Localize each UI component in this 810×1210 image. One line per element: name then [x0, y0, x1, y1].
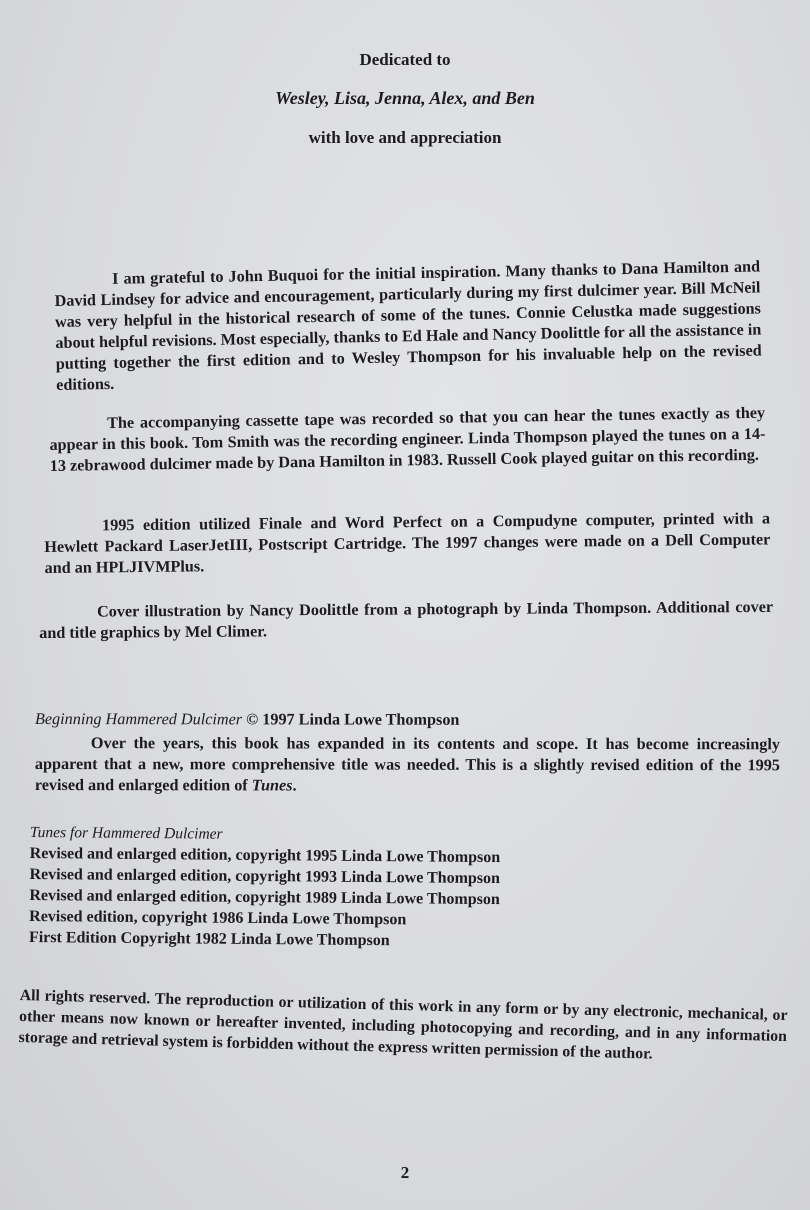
edition-line: Revised and enlarged edition, copyright 1993 Linda Lowe Thompson — [29, 865, 501, 888]
edition-line: Revised and enlarged edition, copyright 1989 Linda Lowe Thompson — [29, 886, 500, 909]
page-number: 2 — [400, 1163, 410, 1182]
copyright-paragraph — [35, 733, 780, 797]
book-title: Beginning Hammered Dulcimer — [34, 710, 243, 729]
acknowledgement-paragraph-2: The accompanying cassette tape was recorded so that you can hear the tunes exactly as they appear in this book. Tom Smith was the recording engineer. Linda Thompson played the tunes on a 14-13 zebrawood dulcimer made by Dana Hamilton in 1983. Russell Cook played guitar on this recording. — [49, 403, 766, 475]
edition-history — [29, 822, 501, 952]
copyright-paragraph-title: Tunes — [251, 776, 293, 795]
copyright-notice: © 1997 Linda Lowe Thompson — [242, 710, 460, 729]
dedication-names: Wesley, Lisa, Jenna, Alex, and Ben — [275, 88, 535, 108]
software-paragraph: 1995 edition utilized Finale and Word Perfect on a Compudyne computer, printed with a Hewlett Packard LaserJetIII, Postscript Cartridge. The 1997 changes were made on a Dell Computer and an HPLJIVMPlus. — [44, 509, 771, 577]
edition-line: First Edition Copyright 1982 Linda Lowe Thompson — [28, 928, 390, 950]
edition-line: Revised edition, copyright 1986 Linda Lowe Thompson — [29, 907, 407, 929]
copyright-paragraph-text: Over the years, this book has expanded in its contents and scope. It has become increasingly apparent that a new, more comprehensive title was needed. This is a slightly revised edition of the 1995 revised and enlarged edition of — [34, 734, 780, 795]
copyright-block — [35, 709, 780, 797]
copyright-paragraph-end: . — [292, 776, 297, 795]
acknowledgement-paragraph-1: I am grateful to John Buquoi for the initial inspiration. Many thanks to Dana Hamilton and David Lindsey for advice and encouragement, particularly during my first dulcimer year. Bill McNeil was very helpful in the historical research of some of the tunes. Connie Celustka made suggestions about helpful revisions. Most especially, thanks to Ed Hale and Nancy Doolittle for all the assistance in putting together the first edition and to Wesley Thompson for his invaluable help on the revised editions. — [54, 257, 762, 394]
dedication-closing: with love and appreciation — [308, 128, 502, 147]
edition-line: Revised and enlarged edition, copyright 1995 Linda Lowe Thompson — [29, 844, 501, 867]
edition-history-title: Tunes for Hammered Dulcimer — [29, 823, 223, 843]
rights-paragraph: All rights reserved. The reproduction or utilization of this work in any form or by any electronic, mechanical, or other means now known or hereafter invented, including photocopying and recording, and in any information storage and retrieval system is forbidden without the express written permission of the author. — [18, 986, 788, 1063]
copyright-line — [35, 709, 780, 731]
dedication-heading: Dedicated to — [359, 50, 451, 69]
cover-credits-paragraph: Cover illustration by Nancy Doolittle from a photograph by Linda Thompson. Additional cover and title graphics by Mel Climer. — [39, 597, 774, 642]
